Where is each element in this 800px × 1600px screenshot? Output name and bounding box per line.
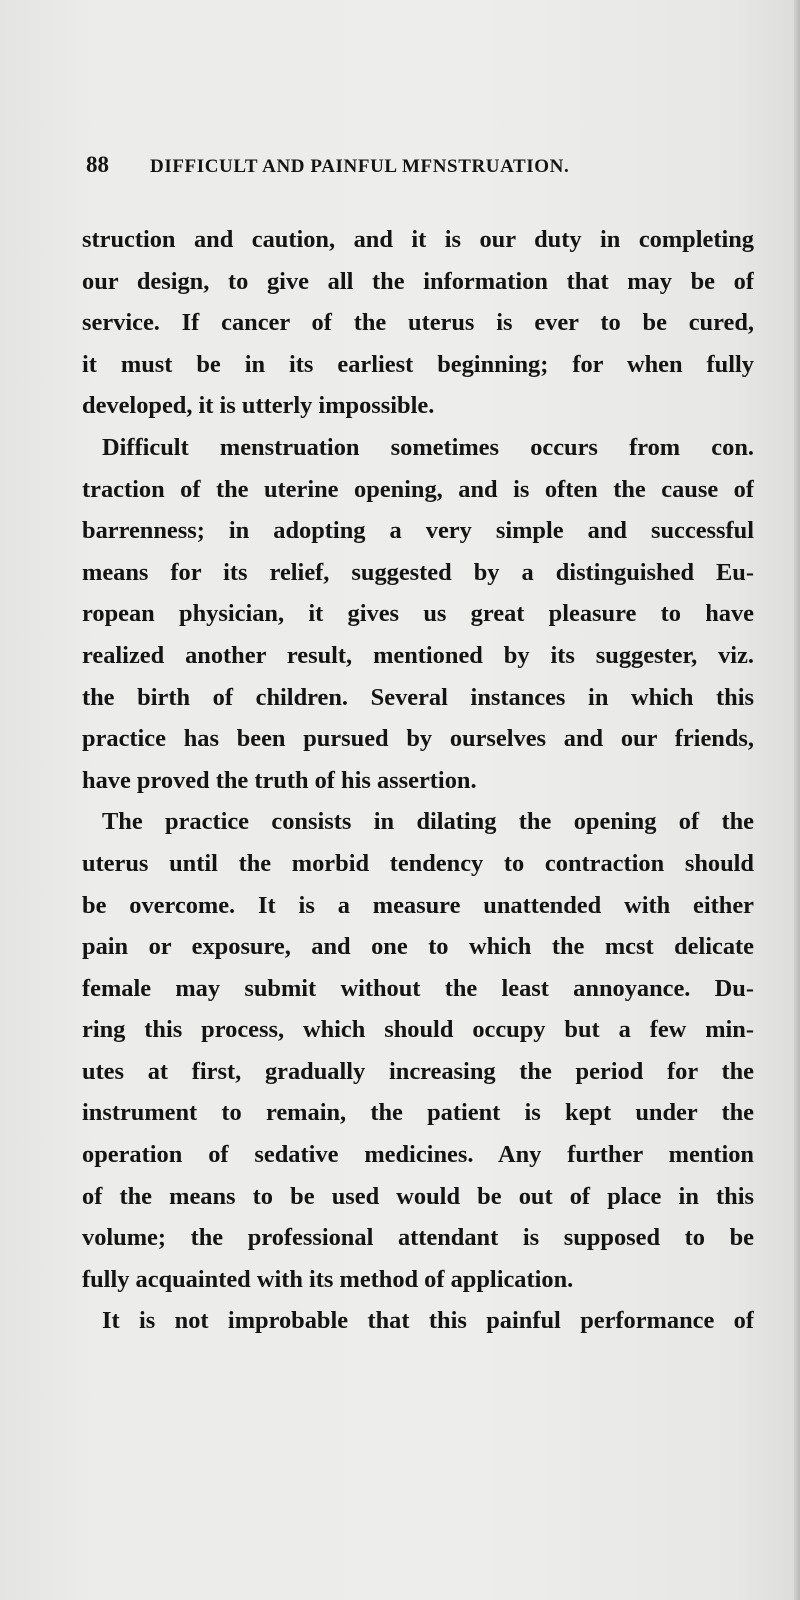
text-line: ropean physician, it gives us great pleasure to have xyxy=(82,600,754,628)
text-line: traction of the uterine opening, and is often the cause of xyxy=(82,475,754,503)
text-line: pain or exposure, and one to which the mcst delicate xyxy=(82,933,754,961)
text-line: volume; the professional attendant is supposed to be xyxy=(82,1224,754,1252)
text-line: struction and caution, and it is our duty in completing xyxy=(82,226,754,253)
text-line: developed, it is utterly impossible. xyxy=(82,392,435,420)
text-line: utes at first, gradually increasing the period for the xyxy=(82,1057,754,1085)
paragraph-start-line: It is not improbable that this painful performance of xyxy=(102,1307,754,1335)
text-line: practice has been pursued by ourselves and our friends, xyxy=(82,725,754,753)
text-line: be overcome. It is a measure unattended with either xyxy=(82,891,754,919)
text-line: operation of sedative medicines. Any further mention xyxy=(82,1141,754,1169)
text-line: realized another result, mentioned by its suggester, viz. xyxy=(82,641,754,669)
text-line: female may submit without the least annoyance. Du- xyxy=(82,974,754,1002)
page-edge xyxy=(794,0,800,1600)
text-line: service. If cancer of the uterus is ever to be cured, xyxy=(82,309,754,337)
text-line: have proved the truth of his assertion. xyxy=(82,766,477,794)
text-line: ring this process, which should occupy but a few min- xyxy=(82,1016,754,1044)
paragraph-start-line: Difficult menstruation sometimes occurs from con. xyxy=(102,433,754,461)
text-line: of the means to be used would be out of place in this xyxy=(82,1182,754,1210)
text-line: it must be in its earliest beginning; for when fully xyxy=(82,350,754,378)
text-line: fully acquainted with its method of application. xyxy=(82,1265,574,1293)
running-head-title: DIFFICULT AND PAINFUL MFNSTRUATION. xyxy=(150,156,570,177)
text-line: our design, to give all the information that may be of xyxy=(82,267,754,295)
text-line: uterus until the morbid tendency to contraction should xyxy=(82,849,754,877)
paragraph-start-line: The practice consists in dilating the opening of the xyxy=(102,808,754,836)
page-number: 88 xyxy=(86,152,109,177)
text-line: instrument to remain, the patient is kept under the xyxy=(82,1099,754,1127)
running-header xyxy=(86,150,726,184)
text-line: the birth of children. Several instances in which this xyxy=(82,683,754,711)
body-text xyxy=(82,219,754,1342)
text-line: barrenness; in adopting a very simple and successful xyxy=(82,517,754,545)
text-line: means for its relief, suggested by a distinguished Eu- xyxy=(82,558,754,586)
